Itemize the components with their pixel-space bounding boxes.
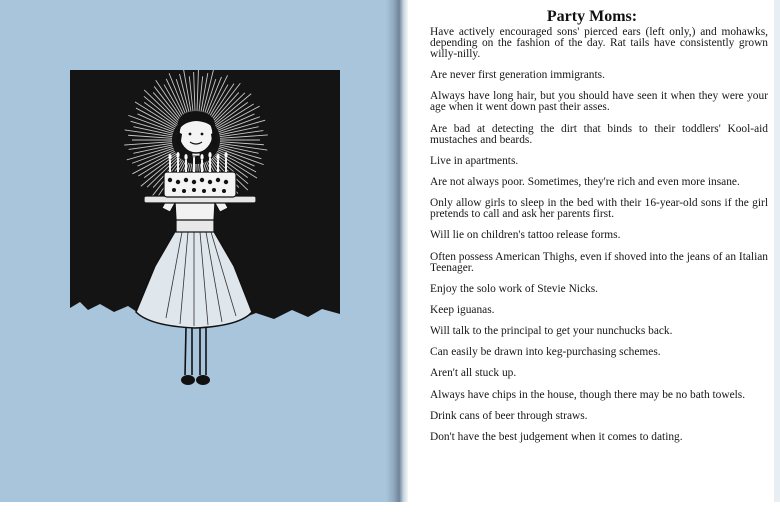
list-item: Will talk to the principal to get your nunchucks back. (430, 325, 673, 338)
list-item: Are never first generation immigrants. (430, 69, 605, 82)
left-page (0, 0, 392, 502)
list-item: Often possess American Thighs, even if shoved into the jeans of an Italian Teenager. (430, 250, 768, 274)
list-item: Have actively encouraged sons' pierced ears (left only,) and mohawks, depending on the fashion of the day. Rat tails have consistently grown willy-nilly. (430, 26, 768, 60)
cake-lady-drawing (70, 70, 340, 405)
list-item: Live in apartments. (430, 154, 519, 167)
page-title: Party Moms: (546, 8, 638, 25)
list-item: Always have chips in the house, though there may be no bath towels. (430, 388, 746, 401)
list-item: Drink cans of beer through straws. (430, 409, 588, 422)
list-item: Can easily be drawn into keg-purchasing schemes. (430, 346, 661, 359)
scan-margin (0, 502, 780, 527)
list-item: Keep iguanas. (430, 303, 495, 316)
list-item: Enjoy the solo work of Stevie Nicks. (430, 282, 598, 295)
list-item: Always have long hair, but you should have seen it when they were your age when it went down past their asses. (430, 90, 768, 114)
list-item: Are not always poor. Sometimes, they're rich and even more insane. (430, 175, 740, 188)
list-item: Don't have the best judgement when it comes to dating. (430, 431, 683, 443)
woman-with-cake-illustration (70, 70, 340, 405)
list-item: Will lie on children's tattoo release forms. (430, 229, 621, 242)
list-item: Only allow girls to sleep in the bed with their 16-year-old sons if the girl pretends to call and ask her parents first. (430, 197, 768, 221)
page-edge (774, 0, 780, 502)
list-item: Aren't all stuck up. (430, 367, 517, 380)
party-moms-list (430, 27, 768, 453)
right-page (408, 0, 776, 502)
book-gutter (386, 0, 408, 502)
list-item: Are bad at detecting the dirt that binds to their toddlers' Kool-aid mustaches and beards. (430, 122, 768, 146)
